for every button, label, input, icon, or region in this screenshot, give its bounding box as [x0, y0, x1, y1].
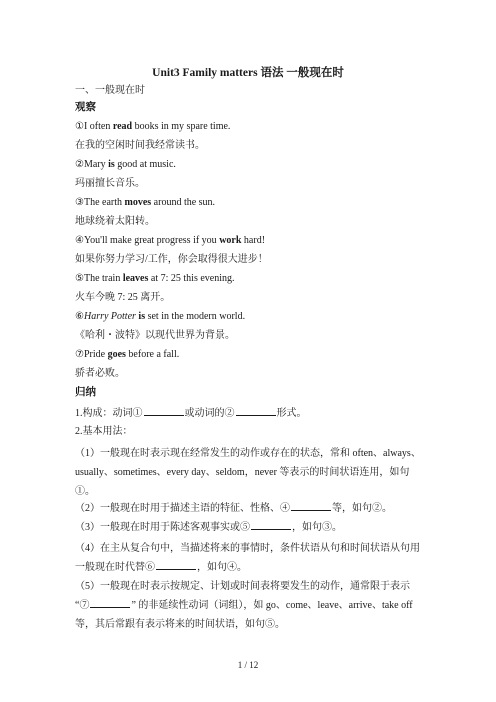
- example-3-translation: 地球绕着太阳转。: [75, 216, 155, 227]
- example-7-translation: 骄者必败。: [75, 368, 125, 379]
- example-2: ②Mary is good at music.: [75, 159, 176, 170]
- section-heading: 一、一般现在时: [75, 85, 145, 96]
- usage-1: （1）一般现在时表示现在经常发生的动作或存在的状态，常和 often、always、usually、sometimes、every day、seldom，never 等表示的时间状语连用，如句①。: [75, 448, 421, 497]
- example-7: ⑦Pride goes before a fall.: [75, 349, 180, 360]
- example-6-translation: 《哈利・波特》以现代世界为背景。: [75, 330, 235, 341]
- example-2-translation: 玛丽擅长音乐。: [75, 178, 145, 189]
- blank-5: [251, 520, 291, 530]
- usage-4: （4）在主从复合句中，当描述将来的事情时，条件状语从句和时间状语从句用一般现在时代替⑥ ，如句④。: [75, 543, 420, 573]
- example-5: ⑤The train leaves at 7: 25 this evening.: [75, 273, 235, 284]
- usage-5: （5）一般现在时表示按规定、计划或时间表将要发生的动作，通常限于表示 “⑦ ” 的非延续性动词（词组），如 go、come、leave、arrive、take off 等，其后常跟有表示将来的时间状语，如句⑤。: [75, 581, 413, 630]
- example-1-translation: 在我的空闲时间我经常读书。: [75, 140, 205, 151]
- usage-2: （2）一般现在时用于描述主语的特征、性格、④ 等，如句②。: [75, 503, 392, 514]
- blank-4: [291, 501, 331, 511]
- example-1: ①I often read books in my spare time.: [75, 121, 231, 132]
- blank-7: [90, 598, 130, 608]
- blank-1: [144, 406, 184, 416]
- page-number: 1 / 12: [237, 660, 259, 670]
- usage-3: （3）一般现在时用于陈述客观事实或⑤ ，如句③。: [75, 522, 342, 533]
- example-5-translation: 火车今晚 7: 25 离开。: [75, 292, 171, 303]
- summary-heading: 归纳: [75, 387, 96, 398]
- example-4: ④You'll make great progress if you work hard!: [75, 235, 266, 246]
- rule-usage-heading: 2.基本用法：: [75, 426, 133, 437]
- observe-heading: 观察: [75, 102, 96, 113]
- rule-structure: 1.构成：动词① 或动词的② 形式。: [75, 408, 307, 419]
- page-title: Unit3 Family matters 语法 一般现在时: [152, 67, 344, 79]
- blank-6: [156, 560, 196, 570]
- example-4-translation: 如果你努力学习/工作，你会取得很大进步！: [75, 254, 268, 265]
- example-3: ③The earth moves around the sun.: [75, 197, 216, 208]
- blank-2: [236, 406, 276, 416]
- example-6: ⑥Harry Potter is set in the modern world.: [75, 311, 246, 322]
